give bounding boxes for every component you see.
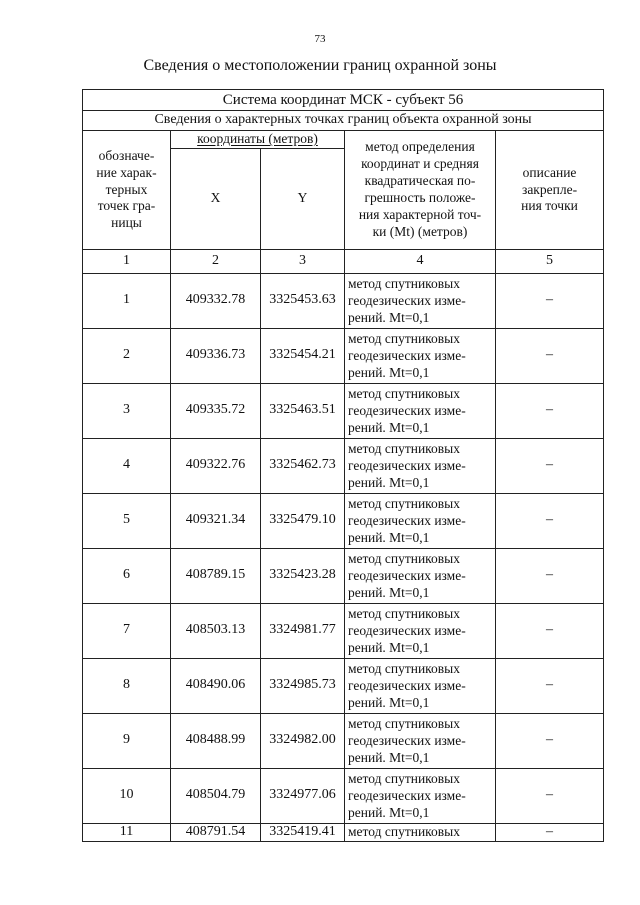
x-coordinate-cell: 409332.78 (171, 273, 261, 328)
method-line: метод спутниковых (348, 550, 460, 566)
method-cell (345, 328, 496, 383)
method-line: рений. Mt=0,1 (348, 585, 430, 601)
method-line: рений. Mt=0,1 (348, 805, 430, 821)
point-number-cell: 9 (83, 713, 171, 768)
point-number-cell: 11 (83, 823, 171, 841)
method-line: геодезических изме- (348, 513, 466, 529)
coordinates-table (82, 89, 604, 842)
header-line: обозначе- (98, 147, 155, 163)
header-method (345, 131, 496, 250)
y-coordinate-cell: 3324977.06 (261, 768, 345, 823)
table-row (83, 493, 604, 548)
x-coordinate-cell: 409335.72 (171, 383, 261, 438)
method-line: метод спутниковых (348, 660, 460, 676)
method-line: геодезических изме- (348, 678, 466, 694)
section-title-row (83, 111, 604, 131)
column-number: 1 (83, 249, 171, 273)
method-cell (345, 658, 496, 713)
header-x: X (171, 148, 261, 249)
point-number-cell: 8 (83, 658, 171, 713)
header-row (83, 131, 604, 149)
header-line: ние харак- (96, 164, 157, 180)
table-row (83, 328, 604, 383)
x-coordinate-cell: 408488.99 (171, 713, 261, 768)
method-line: рений. Mt=0,1 (348, 365, 430, 381)
point-number-cell: 2 (83, 328, 171, 383)
header-line: ницы (111, 215, 142, 231)
header-line: ния точки (521, 198, 578, 214)
y-coordinate-cell: 3325419.41 (261, 823, 345, 841)
method-line: метод спутниковых (348, 275, 460, 291)
method-cell (345, 713, 496, 768)
x-coordinate-cell: 409336.73 (171, 328, 261, 383)
x-coordinate-cell: 408791.54 (171, 823, 261, 841)
method-line: геодезических изме- (348, 403, 466, 419)
table-body (83, 273, 604, 841)
method-line: метод спутниковых (348, 715, 460, 731)
description-cell: – (496, 823, 604, 841)
method-line: рений. Mt=0,1 (348, 530, 430, 546)
x-coordinate-cell: 409322.76 (171, 438, 261, 493)
header-y: Y (261, 148, 345, 249)
column-number: 2 (171, 249, 261, 273)
method-cell (345, 438, 496, 493)
point-number-cell: 6 (83, 548, 171, 603)
column-number: 3 (261, 249, 345, 273)
description-cell: – (496, 658, 604, 713)
method-line: метод спутниковых (348, 770, 460, 786)
x-coordinate-cell: 409321.34 (171, 493, 261, 548)
header-line: грешность положе- (364, 189, 476, 205)
description-cell: – (496, 768, 604, 823)
coord-system-cell: Система координат МСК - субъект 56 (83, 90, 604, 111)
method-line: геодезических изме- (348, 458, 466, 474)
header-line: ки (Mt) (метров) (372, 223, 468, 239)
method-cell (345, 768, 496, 823)
header-line: терных (105, 181, 148, 197)
y-coordinate-cell: 3324981.77 (261, 603, 345, 658)
method-line: рений. Mt=0,1 (348, 750, 430, 766)
point-number-cell: 3 (83, 383, 171, 438)
description-cell: – (496, 383, 604, 438)
x-coordinate-cell: 408504.79 (171, 768, 261, 823)
method-cell (345, 493, 496, 548)
column-number: 5 (496, 249, 604, 273)
description-cell: – (496, 493, 604, 548)
header-line: ния характерной точ- (358, 206, 482, 222)
coord-system-row (83, 90, 604, 111)
description-cell: – (496, 713, 604, 768)
y-coordinate-cell: 3325462.73 (261, 438, 345, 493)
table-row (83, 603, 604, 658)
section-title-cell: Сведения о характерных точках границ объекта охранной зоны (83, 111, 604, 131)
y-coordinate-cell: 3325479.10 (261, 493, 345, 548)
header-coordinates: координаты (метров) (171, 131, 345, 149)
method-line: метод спутниковых (348, 605, 460, 621)
method-line: метод спутниковых (348, 495, 460, 511)
x-coordinate-cell: 408503.13 (171, 603, 261, 658)
header-line: квадратическая по- (364, 173, 476, 189)
method-cell: метод спутниковых (345, 823, 496, 841)
table-row (83, 438, 604, 493)
x-coordinate-cell: 408789.15 (171, 548, 261, 603)
description-cell: – (496, 328, 604, 383)
table-row (83, 383, 604, 438)
y-coordinate-cell: 3325453.63 (261, 273, 345, 328)
method-line: метод спутниковых (348, 330, 460, 346)
method-cell (345, 273, 496, 328)
table-row (83, 768, 604, 823)
method-line: рений. Mt=0,1 (348, 640, 430, 656)
table-row (83, 823, 604, 841)
point-number-cell: 7 (83, 603, 171, 658)
table-row (83, 658, 604, 713)
description-cell: – (496, 548, 604, 603)
method-cell (345, 548, 496, 603)
table-row (83, 713, 604, 768)
header-point-designation (83, 131, 171, 250)
method-line: рений. Mt=0,1 (348, 310, 430, 326)
header-line: закрепле- (521, 181, 578, 197)
point-number-cell: 4 (83, 438, 171, 493)
method-line: рений. Mt=0,1 (348, 475, 430, 491)
y-coordinate-cell: 3324985.73 (261, 658, 345, 713)
description-cell: – (496, 438, 604, 493)
column-numbers-row (83, 249, 604, 273)
table-row (83, 548, 604, 603)
method-line: геодезических изме- (348, 293, 466, 309)
method-line: геодезических изме- (348, 348, 466, 364)
page-number: 73 (314, 33, 326, 45)
column-number: 4 (345, 249, 496, 273)
table-row (83, 273, 604, 328)
method-cell (345, 383, 496, 438)
header-line: точек гра- (97, 198, 156, 214)
header-line: координат и средняя (361, 156, 479, 172)
point-number-cell: 5 (83, 493, 171, 548)
method-line: геодезических изме- (348, 733, 466, 749)
method-line: метод спутниковых (348, 385, 460, 401)
document-title: Сведения о местоположении границ охранной зоны (143, 57, 497, 74)
method-line: геодезических изме- (348, 788, 466, 804)
method-line: рений. Mt=0,1 (348, 695, 430, 711)
x-coordinate-cell: 408490.06 (171, 658, 261, 713)
y-coordinate-cell: 3325423.28 (261, 548, 345, 603)
point-number-cell: 1 (83, 273, 171, 328)
method-line: геодезических изме- (348, 623, 466, 639)
header-line: метод определения (365, 139, 475, 155)
point-number-cell: 10 (83, 768, 171, 823)
method-line: метод спутниковых (348, 440, 460, 456)
description-cell: – (496, 603, 604, 658)
method-line: геодезических изме- (348, 568, 466, 584)
description-cell: – (496, 273, 604, 328)
y-coordinate-cell: 3325463.51 (261, 383, 345, 438)
y-coordinate-cell: 3324982.00 (261, 713, 345, 768)
header-description (496, 131, 604, 250)
y-coordinate-cell: 3325454.21 (261, 328, 345, 383)
method-cell (345, 603, 496, 658)
header-line: описание (522, 164, 577, 180)
method-line: рений. Mt=0,1 (348, 420, 430, 436)
